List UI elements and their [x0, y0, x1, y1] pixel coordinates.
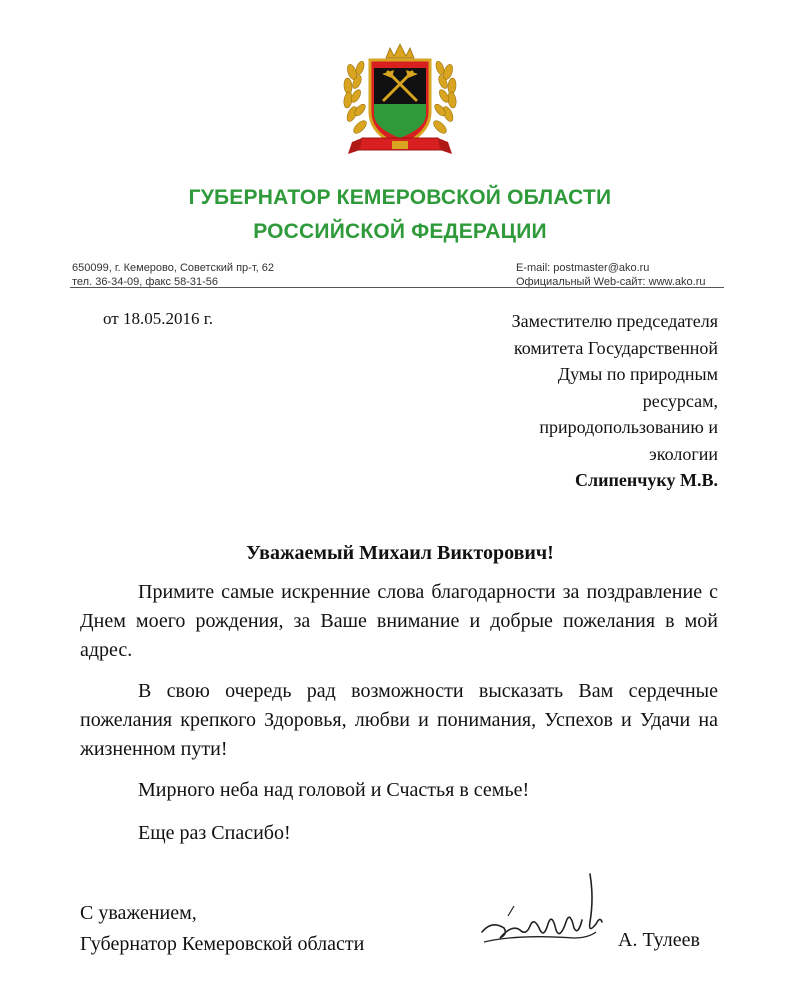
header-title-line2: РОССИЙСКОЙ ФЕДЕРАЦИИ [253, 220, 547, 243]
letter-date: от 18.05.2016 г. [103, 309, 214, 328]
regards-text: С уважением, [80, 902, 197, 924]
website-text: Официальный Web-сайт: www.ako.ru [516, 276, 706, 288]
addressee-block [418, 308, 718, 494]
coat-of-arms-icon [338, 42, 462, 162]
signer-position: Губернатор Кемеровской области [80, 933, 365, 955]
salutation: Уважаемый Михаил Викторович! [246, 542, 554, 564]
body-paragraph: Примите самые искренние слова благодарности за поздравление с Днем моего рождения, за Ваше внимание и добрые пожелания в мой адрес. [80, 581, 718, 661]
body-paragraph: В свою очередь рад возможности высказать Вам сердечные пожелания крепкого Здоровья, любви и понимания, Успехов и Удачи на жизненном пути! [80, 680, 718, 760]
email-text: E-mail: postmaster@ako.ru [516, 262, 650, 274]
header-divider [70, 287, 724, 288]
address-text: 650099, г. Кемерово, Советский пр-т, 62 [72, 262, 275, 274]
addressee-line: Заместителю председателя [511, 311, 718, 331]
closing-block [80, 898, 364, 960]
phone-text: тел. 36-34-09, факс 58-31-56 [72, 276, 219, 288]
addressee-line: экологии [649, 443, 718, 464]
contact-right [516, 261, 706, 289]
letter-body [80, 578, 718, 862]
addressee-line: Думы по природным [557, 364, 718, 384]
addressee-line: ресурсам, [642, 390, 718, 411]
addressee-name: Слипенчуку М.В. [575, 470, 718, 490]
body-paragraph: Мирного неба над головой и Счастья в семье! [138, 779, 530, 801]
body-paragraph: Еще раз Спасибо! [138, 822, 291, 844]
header-title-line1: ГУБЕРНАТОР КЕМЕРОВСКОЙ ОБЛАСТИ [188, 186, 612, 209]
signature-icon [478, 872, 618, 956]
signer-name: А. Тулеев [618, 929, 700, 951]
addressee-line: комитета Государственной [513, 337, 718, 358]
contact-left [72, 261, 274, 289]
addressee-line: природопользованию и [539, 417, 718, 437]
